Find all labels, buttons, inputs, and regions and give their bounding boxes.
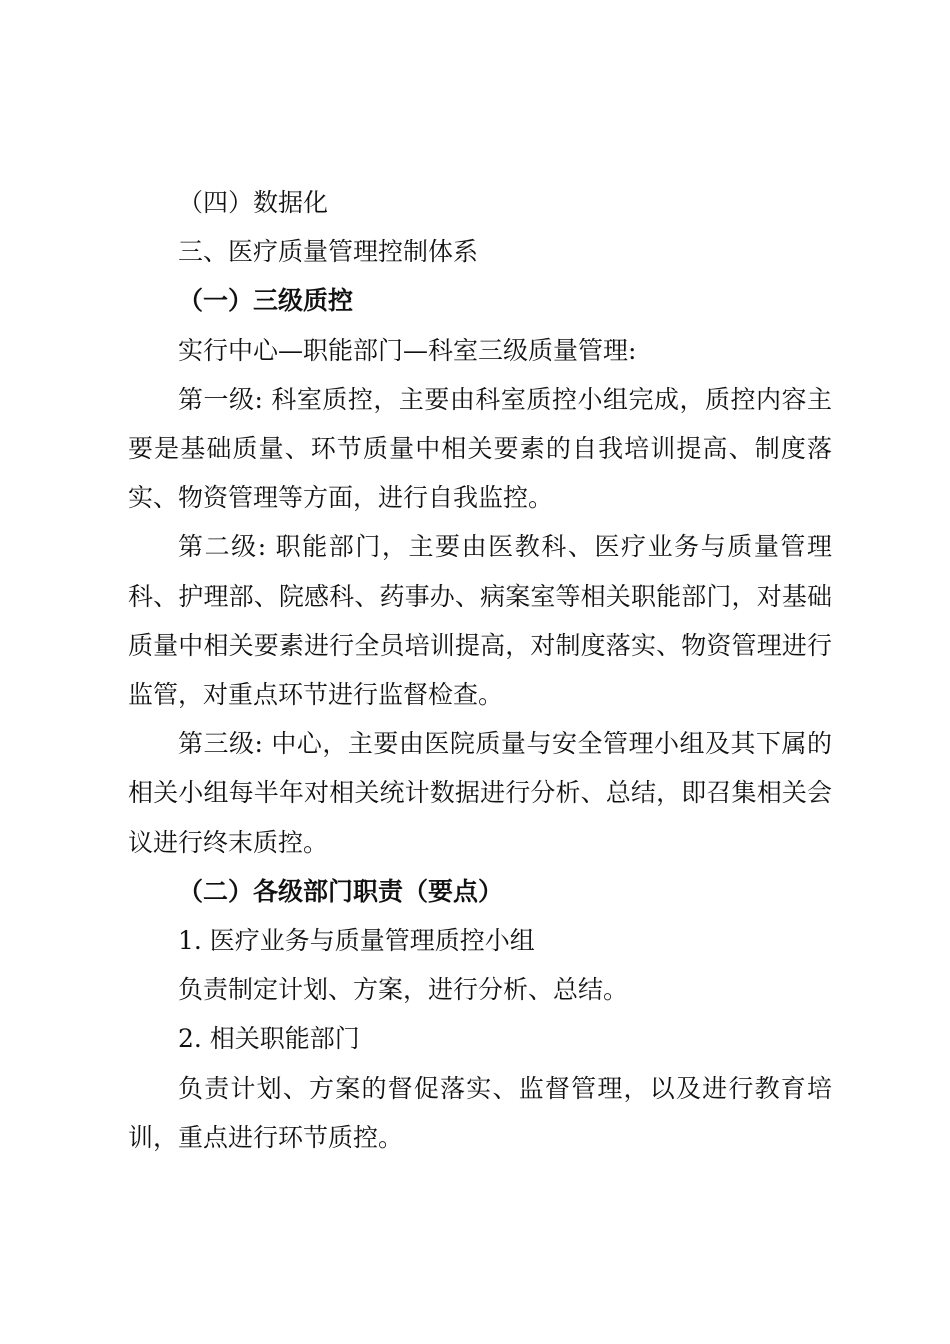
level-three-paragraph: 第三级: 中心，主要由医院质量与安全管理小组及其下属的相关小组每半年对相关统计数据进行分析、总结，即召集相关会议进行终末质控。 <box>128 729 832 857</box>
subheading-three-level-qc: （一）三级质控 <box>178 286 354 316</box>
document-body <box>128 178 832 1162</box>
item-one-text: 负责制定计划、方案，进行分析、总结。 <box>178 975 629 1005</box>
intro-paragraph: 实行中心—职能部门—科室三级质量管理: <box>178 335 637 365</box>
level-one-paragraph: 第一级: 科室质控，主要由科室质控小组完成，质控内容主要是基础质量、环节质量中相关要素的自我培训提高、制度落实、物资管理等方面，进行自我监控。 <box>128 384 832 513</box>
item-one-title: 1. 医疗业务与质量管理质控小组 <box>178 925 535 955</box>
subheading-department-duties: （二）各级部门职责（要点） <box>178 876 504 906</box>
level-two-paragraph: 第二级: 职能部门，主要由医教科、医疗业务与质量管理科、护理部、院感科、药事办、病案室等相关职能部门，对基础质量中相关要素进行全员培训提高，对制度落实、物资管理进行监管，对重点环节进行监督检查。 <box>128 532 832 709</box>
heading-three: 三、医疗质量管理控制体系 <box>178 237 479 267</box>
item-two-text: 负责计划、方案的督促落实、监督管理，以及进行教育培训，重点进行环节质控。 <box>128 1073 832 1152</box>
section-four-heading: （四）数据化 <box>178 188 329 217</box>
item-two-title: 2. 相关职能部门 <box>178 1024 360 1054</box>
